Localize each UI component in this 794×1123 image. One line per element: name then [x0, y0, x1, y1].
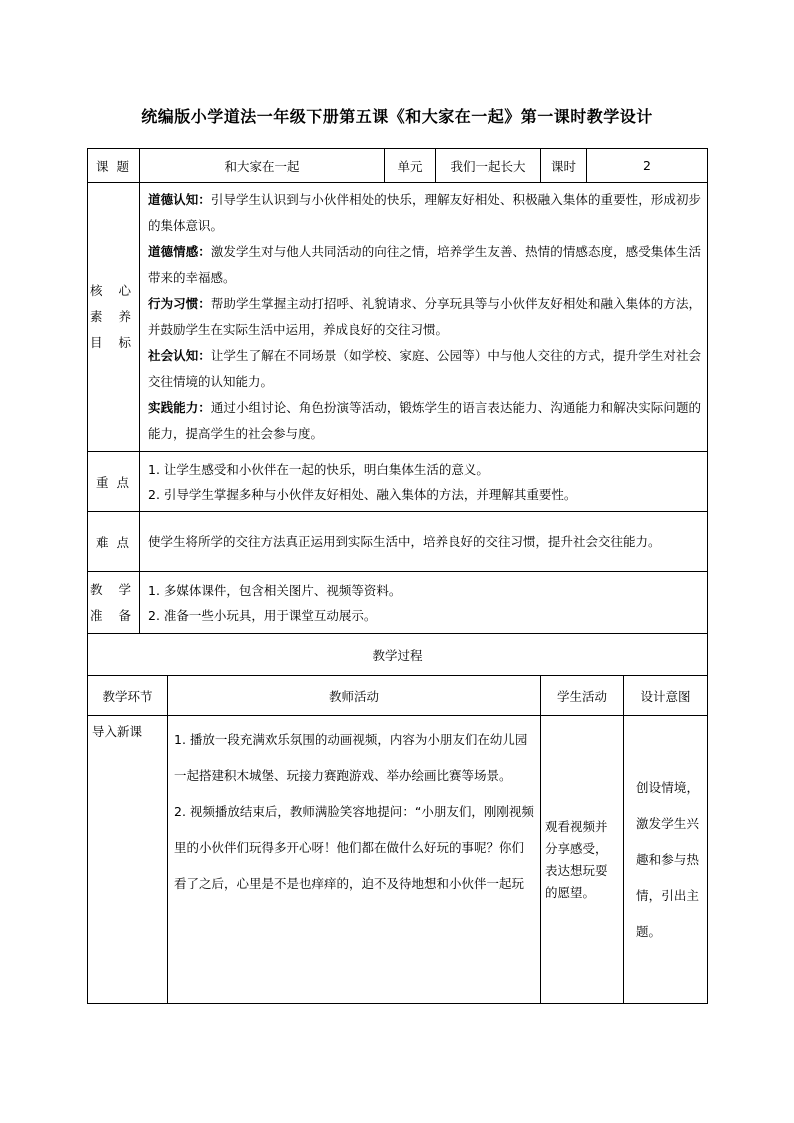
col-header-teacher: 教师活动	[168, 676, 541, 716]
topic-label: 课 题	[88, 149, 140, 183]
teacher-activity: 1. 播放一段充满欢乐氛围的动画视频，内容为小朋友们在幼儿园一起搭建积木城堡、玩接力赛跑游戏、举办绘画比赛等场景。 2. 视频播放结束后，教师满脸笑容地提问：“小朋友们，刚刚视频里的小伙伴们玩得多开心呀！他们都在做什么好玩的事呢？你们看了之后，心里是不是也痒痒的，迫不及待地想和小伙伴一起玩	[168, 716, 541, 1004]
difficulty-label: 难 点	[88, 512, 140, 572]
goal-item: 实践能力：通过小组讨论、角色扮演等活动，锻炼学生的语言表达能力、沟通能力和解决实际问题的能力，提高学生的社会参与度。	[148, 400, 702, 441]
process-title: 教学过程	[88, 634, 708, 676]
period-value: 2	[587, 149, 708, 183]
goals-row	[88, 183, 708, 452]
difficulty-row	[88, 512, 708, 572]
key-points-row	[88, 452, 708, 512]
goal-item: 行为习惯：帮助学生掌握主动打招呼、礼貌请求、分享玩具等与小伙伴友好相处和融入集体的方法，并鼓励学生在实际生活中运用，养成良好的交往习惯。	[148, 296, 702, 337]
preparation-content: 1. 多媒体课件，包含相关图片、视频等资料。 2. 准备一些小玩具，用于课堂互动展示。	[140, 572, 708, 634]
difficulty-content: 使学生将所学的交往方法真正运用到实际生活中，培养良好的交往习惯，提升社会交往能力。	[140, 512, 708, 572]
design-intent: 创设情境，激发学生兴趣和参与热情，引出主题。	[624, 716, 708, 1004]
header-row	[88, 149, 708, 183]
goal-item: 道德情感：激发学生对与他人共同活动的向往之情，培养学生友善、热情的情感态度，感受集体生活带来的幸福感。	[148, 244, 702, 285]
process-title-row	[88, 634, 708, 676]
goals-label: 核 心 素 养 目 标	[88, 183, 140, 452]
goal-item: 道德认知：引导学生认识到与小伙伴相处的快乐，理解友好相处、积极融入集体的重要性，形成初步的集体意识。	[148, 192, 702, 233]
segment-name: 导入新课	[88, 716, 168, 1004]
table-row	[88, 716, 708, 1004]
preparation-label: 教 学 准 备	[88, 572, 140, 634]
col-header-intent: 设计意图	[624, 676, 708, 716]
document-title: 统编版小学道法一年级下册第五课《和大家在一起》第一课时教学设计	[141, 107, 653, 126]
col-header-student: 学生活动	[541, 676, 624, 716]
period-label: 课时	[541, 149, 587, 183]
preparation-row	[88, 572, 708, 634]
goals-content	[140, 183, 708, 452]
key-points-label: 重 点	[88, 452, 140, 512]
col-header-segment: 教学环节	[88, 676, 168, 716]
key-points-content: 1. 让学生感受和小伙伴在一起的快乐，明白集体生活的意义。 2. 引导学生掌握多种与小伙伴友好相处、融入集体的方法，并理解其重要性。	[140, 452, 708, 512]
student-activity: 观看视频并分享感受，表达想玩耍的愿望。	[541, 716, 624, 1004]
unit-label: 单元	[385, 149, 436, 183]
goal-item: 社会认知：让学生了解在不同场景（如学校、家庭、公园等）中与他人交往的方式，提升学生对社会交往情境的认知能力。	[148, 348, 702, 389]
process-header-row	[88, 676, 708, 716]
topic-value: 和大家在一起	[140, 149, 385, 183]
lesson-plan-table	[87, 148, 708, 1004]
unit-value: 我们一起长大	[436, 149, 541, 183]
